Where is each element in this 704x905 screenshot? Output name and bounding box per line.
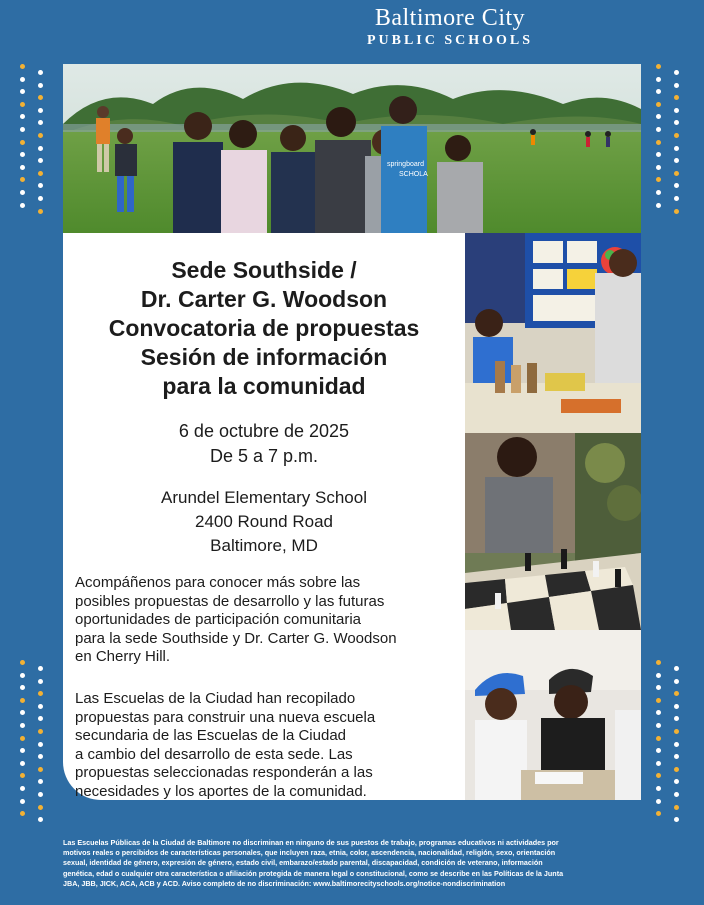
banner-photo-children-on-field xyxy=(63,64,641,234)
decorative-dot xyxy=(20,799,25,804)
decorative-dot xyxy=(656,799,661,804)
invitation-paragraph xyxy=(75,574,460,667)
decorative-dot xyxy=(20,748,25,753)
decorative-dot xyxy=(674,171,679,176)
event-date-time xyxy=(63,419,465,469)
decorative-dot xyxy=(38,83,43,88)
logo-line-2: PUBLIC SCHOOLS xyxy=(366,33,534,48)
decorative-dot xyxy=(656,748,661,753)
decorative-dot xyxy=(674,83,679,88)
decorative-dot xyxy=(674,183,679,188)
decorative-dot xyxy=(674,817,679,822)
paragraph-line: para la sede Southside y Dr. Carter G. Woodson xyxy=(75,629,397,647)
decorative-dot xyxy=(20,77,25,82)
event-date: 6 de octubre de 2025 xyxy=(178,421,350,441)
paragraph-line: oportunidades de participación comunitaria xyxy=(75,611,362,628)
title-line-1: Sede Southside / xyxy=(171,257,357,283)
decorative-dot xyxy=(656,786,661,791)
decorative-dot xyxy=(656,152,661,157)
decorative-dot xyxy=(20,811,25,816)
dot-pattern-bottom-left xyxy=(20,660,46,830)
decorative-dot xyxy=(20,190,25,195)
notice-line: sexual, identidad de género, expresión de género, estado civil, embarazo/estado parental, discapacidad, condición de veterano, información xyxy=(63,858,543,868)
baltimore-city-public-schools-logo xyxy=(0,4,704,50)
decorative-dot xyxy=(38,729,43,734)
decorative-dot xyxy=(674,754,679,759)
shirt-logo-text-2: SCHOLA xyxy=(399,171,428,178)
decorative-dot xyxy=(38,679,43,684)
decorative-dot xyxy=(20,114,25,119)
decorative-dot xyxy=(674,729,679,734)
venue-name: Arundel Elementary School xyxy=(160,488,367,507)
event-title xyxy=(63,256,465,401)
decorative-dot xyxy=(656,710,661,715)
notice-line: Las Escuelas Públicas de la Ciudad de Baltimore no discriminan en ninguno de sus puestos de trabajo, programas educativos ni actividades por xyxy=(63,838,559,847)
decorative-dot xyxy=(20,102,25,107)
proposals-paragraph xyxy=(75,690,460,801)
decorative-dot xyxy=(38,95,43,100)
decorative-dot xyxy=(38,792,43,797)
decorative-dot xyxy=(656,203,661,208)
decorative-dot xyxy=(20,773,25,778)
decorative-dot xyxy=(674,146,679,151)
title-line-5: para la comunidad xyxy=(162,373,366,399)
decorative-dot xyxy=(656,685,661,690)
decorative-dot xyxy=(656,773,661,778)
paragraph-line: en Cherry Hill. xyxy=(75,648,171,665)
decorative-dot xyxy=(674,95,679,100)
decorative-dot xyxy=(20,786,25,791)
decorative-dot xyxy=(38,133,43,138)
decorative-dot xyxy=(656,660,661,665)
decorative-dot xyxy=(674,704,679,709)
decorative-dot xyxy=(20,203,25,208)
decorative-dot xyxy=(20,723,25,728)
decorative-dot xyxy=(674,133,679,138)
decorative-dot xyxy=(38,691,43,696)
decorative-dot xyxy=(38,754,43,759)
paragraph-line: a cambio del desarrollo de esta sede. Las xyxy=(75,745,353,763)
decorative-dot xyxy=(656,64,661,69)
venue-city: Baltimore, MD xyxy=(210,536,318,555)
decorative-dot xyxy=(20,152,25,157)
decorative-dot xyxy=(38,716,43,721)
decorative-dot xyxy=(20,698,25,703)
paragraph-line: necesidades y los aportes de la comunidad. xyxy=(75,782,367,800)
decorative-dot xyxy=(20,89,25,94)
decorative-dot xyxy=(20,177,25,182)
nondiscrimination-notice xyxy=(63,838,641,889)
decorative-dot xyxy=(20,761,25,766)
decorative-dot xyxy=(20,673,25,678)
decorative-dot xyxy=(674,779,679,784)
notice-line: motivos reales o percibidos de características personales, que incluyen raza, etnia, color, ascendencia, nacionalidad, religión, sexo, orientación xyxy=(63,848,556,858)
decorative-dot xyxy=(656,723,661,728)
decorative-dot xyxy=(20,140,25,145)
paragraph-line: propuestas seleccionadas responderán a las xyxy=(75,764,373,781)
shirt-logo-text: springboard xyxy=(387,161,424,168)
decorative-dot xyxy=(674,691,679,696)
logo-line-1: Baltimore City xyxy=(374,5,526,31)
decorative-dot xyxy=(656,177,661,182)
decorative-dot xyxy=(38,666,43,671)
decorative-dot xyxy=(674,742,679,747)
event-venue xyxy=(63,486,465,558)
decorative-dot xyxy=(38,742,43,747)
decorative-dot xyxy=(38,183,43,188)
decorative-dot xyxy=(656,698,661,703)
decorative-dot xyxy=(38,70,43,75)
decorative-dot xyxy=(674,805,679,810)
students-studying-photo xyxy=(465,630,641,800)
decorative-dot xyxy=(38,158,43,163)
decorative-dot xyxy=(656,140,661,145)
decorative-dot xyxy=(656,736,661,741)
decorative-dot xyxy=(656,77,661,82)
decorative-dot xyxy=(674,679,679,684)
decorative-dot xyxy=(38,209,43,214)
decorative-dot xyxy=(38,704,43,709)
decorative-dot xyxy=(20,127,25,132)
decorative-dot xyxy=(656,102,661,107)
decorative-dot xyxy=(674,767,679,772)
decorative-dot xyxy=(674,196,679,201)
decorative-dot xyxy=(656,761,661,766)
decorative-dot xyxy=(656,165,661,170)
decorative-dot xyxy=(38,108,43,113)
decorative-dot xyxy=(38,767,43,772)
decorative-dot xyxy=(674,209,679,214)
decorative-dot xyxy=(20,64,25,69)
classroom-crafts-photo xyxy=(465,233,641,433)
decorative-dot xyxy=(38,779,43,784)
dot-pattern-top-right xyxy=(656,64,682,224)
decorative-dot xyxy=(20,710,25,715)
paragraph-line: posibles propuestas de desarrollo y las futuras xyxy=(75,592,385,610)
decorative-dot xyxy=(20,685,25,690)
decorative-dot xyxy=(38,171,43,176)
paragraph-line: secundaria de las Escuelas de la Ciudad xyxy=(75,727,347,744)
paragraph-line: propuestas para construir una nueva escuela xyxy=(75,708,376,726)
decorative-dot xyxy=(674,666,679,671)
decorative-dot xyxy=(674,792,679,797)
notice-line: JBA, JBB, JICK, ACA, ACB y ACD. Aviso completo de no discriminación: www.baltimorecityschools.org/notice-nondiscrimination xyxy=(63,878,506,888)
decorative-dot xyxy=(656,811,661,816)
event-time: De 5 a 7 p.m. xyxy=(209,446,319,466)
decorative-dot xyxy=(656,190,661,195)
decorative-dot xyxy=(656,127,661,132)
decorative-dot xyxy=(656,89,661,94)
title-line-2: Dr. Carter G. Woodson xyxy=(140,286,388,312)
venue-street: 2400 Round Road xyxy=(194,512,333,531)
decorative-dot xyxy=(38,196,43,201)
decorative-dot xyxy=(20,736,25,741)
decorative-dot xyxy=(674,716,679,721)
dot-pattern-bottom-right xyxy=(656,660,682,830)
decorative-dot xyxy=(38,817,43,822)
decorative-dot xyxy=(674,120,679,125)
dot-pattern-top-left xyxy=(20,64,46,224)
decorative-dot xyxy=(20,165,25,170)
title-line-3: Convocatoria de propuestas xyxy=(108,315,420,341)
decorative-dot xyxy=(656,673,661,678)
decorative-dot xyxy=(38,805,43,810)
decorative-dot xyxy=(38,146,43,151)
title-line-4: Sesión de información xyxy=(140,344,388,370)
decorative-dot xyxy=(20,660,25,665)
paragraph-line: Las Escuelas de la Ciudad han recopilado xyxy=(75,690,356,707)
decorative-dot xyxy=(38,120,43,125)
decorative-dot xyxy=(674,70,679,75)
decorative-dot xyxy=(674,158,679,163)
chess-game-photo xyxy=(465,433,641,630)
notice-line: genética, edad o cualquier otra característica o afiliación protegida de manera legal o constitucional, como se describe en las Políticas de la Junta xyxy=(63,868,564,878)
paragraph-line: Acompáñenos para conocer más sobre las xyxy=(75,574,361,591)
decorative-dot xyxy=(674,108,679,113)
decorative-dot xyxy=(656,114,661,119)
